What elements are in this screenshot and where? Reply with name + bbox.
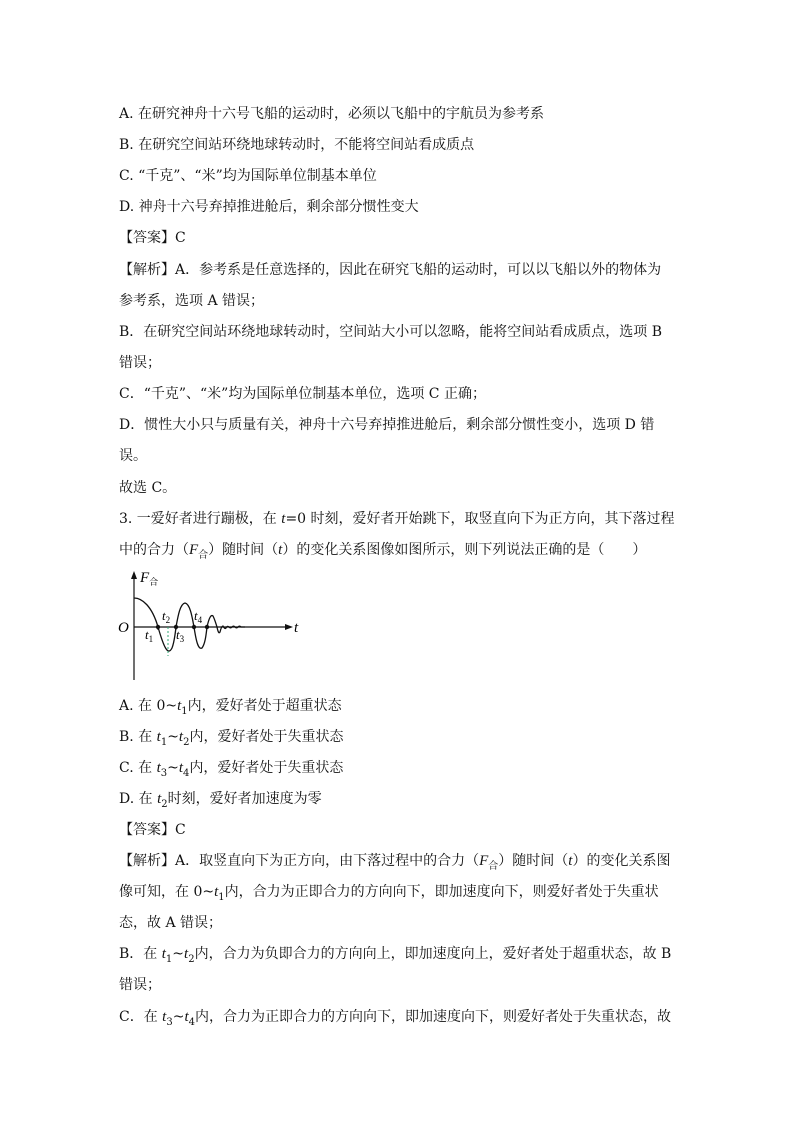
answer-tag: 【答案】 [119,230,175,246]
analysis-text: 态，故 A 错误； [119,915,223,931]
analysis-text: C．“千克”、“米”均为国际单位制基本单位，选项 C 正确； [119,386,486,402]
origin-label: O [118,620,129,636]
t4-label: $t_4$ [194,608,203,625]
question-stem [119,509,675,529]
analysis-text: A．参考系是任意选择的，因此在研究飞船的运动时，可以以飞船以外的物体为 [175,262,662,278]
analysis-text: 误。 [119,448,147,464]
answer-value: C [175,230,186,246]
option-c: C. “千克”、“米”均为国际单位制基本单位 [119,168,377,184]
t1-label: $t_1$ [145,627,154,644]
answer-line [119,228,186,248]
analysis-tag: 【解析】 [119,262,175,278]
answer-value: C [175,822,186,838]
analysis-text: 错误； [119,977,161,993]
t3-label: $t_3$ [176,627,185,644]
stem-text: 3. 一爱好者进行蹦极，在 [119,511,282,527]
x-axis-label: t [294,620,299,636]
x-axis-arrow [285,624,293,630]
answer-tag: 【答案】 [119,822,175,838]
analysis-text: B．在 $t_1\sim t_2$内，合力为负即合力的方向向上，即加速度向上，爱好者处于超重状态，故 B [119,946,672,965]
option-b: B. 在 $t_1\sim t_2$内，爱好者处于失重状态 [119,729,344,748]
point-t1 [156,625,160,629]
option-c: C. 在 $t_3\sim t_4$内，爱好者处于失重状态 [119,760,344,779]
option-d: D. 神舟十六号弃掉推进舱后，剩余部分惯性变大 [119,199,419,215]
point-t4 [205,625,209,629]
t2-label: $t_2$ [162,608,171,625]
analysis-tag: 【解析】 [119,853,175,869]
force-time-graph [112,568,312,683]
stem-text: =0 时刻，爱好者开始跳下，取竖直向下为正方向，其下落过程 [285,511,675,527]
analysis-text: C．在 $t_3\sim t_4$内，合力为正即合力的方向向下，即加速度向下，则爱好者处于失重状态，故 [119,1009,671,1028]
stem-var: t [278,542,283,558]
analysis-text: 参考系，选项 A 错误； [119,293,265,309]
stem-var: F [189,542,199,558]
analysis-line: 【解析】A．取竖直向下为正方向，由下落过程中的合力$(F_合)$随时间（t）的变化关系图 [119,853,671,872]
analysis-text: 错误； [119,355,161,371]
answer-line [119,820,186,840]
point-t3 [192,625,196,629]
stem-text: 中的合力（ [119,542,189,558]
option-a: A. 在 $0\sim t_1$内，爱好者处于超重状态 [119,698,342,717]
stem-sub: 合 [198,549,209,561]
analysis-line [119,260,661,280]
stem-var: t [281,511,286,527]
stem-text: ）随时间（ [208,542,279,558]
analysis-text: 故选 C。 [119,480,177,496]
y-axis-arrow [131,571,137,579]
option-b: B. 在研究空间站环绕地球转动时，不能将空间站看成质点 [119,137,475,153]
stem-text: ）的变化关系图像如图所示，则下列说法正确的是（ ） [282,542,647,558]
analysis-text: D．惯性大小只与质量有关，神舟十六号弃掉推进舱后，剩余部分惯性变小，选项 D 错 [119,417,655,433]
analysis-text: B．在研究空间站环绕地球转动时，空间站大小可以忽略，能将空间站看成质点，选项 B [119,324,663,340]
option-d: D. 在 $t_2$时刻，爱好者加速度为零 [119,791,322,810]
analysis-text: 像可知，在 $0\sim t_1$内，合力为正即合力的方向向下，即加速度向下，则爱好者处于失重状 [119,884,659,903]
option-a: A. 在研究神舟十六号飞船的运动时，必须以飞船中的宇航员为参考系 [119,106,545,122]
y-axis-label: $F_合$ [140,570,159,587]
question-stem [119,540,646,566]
